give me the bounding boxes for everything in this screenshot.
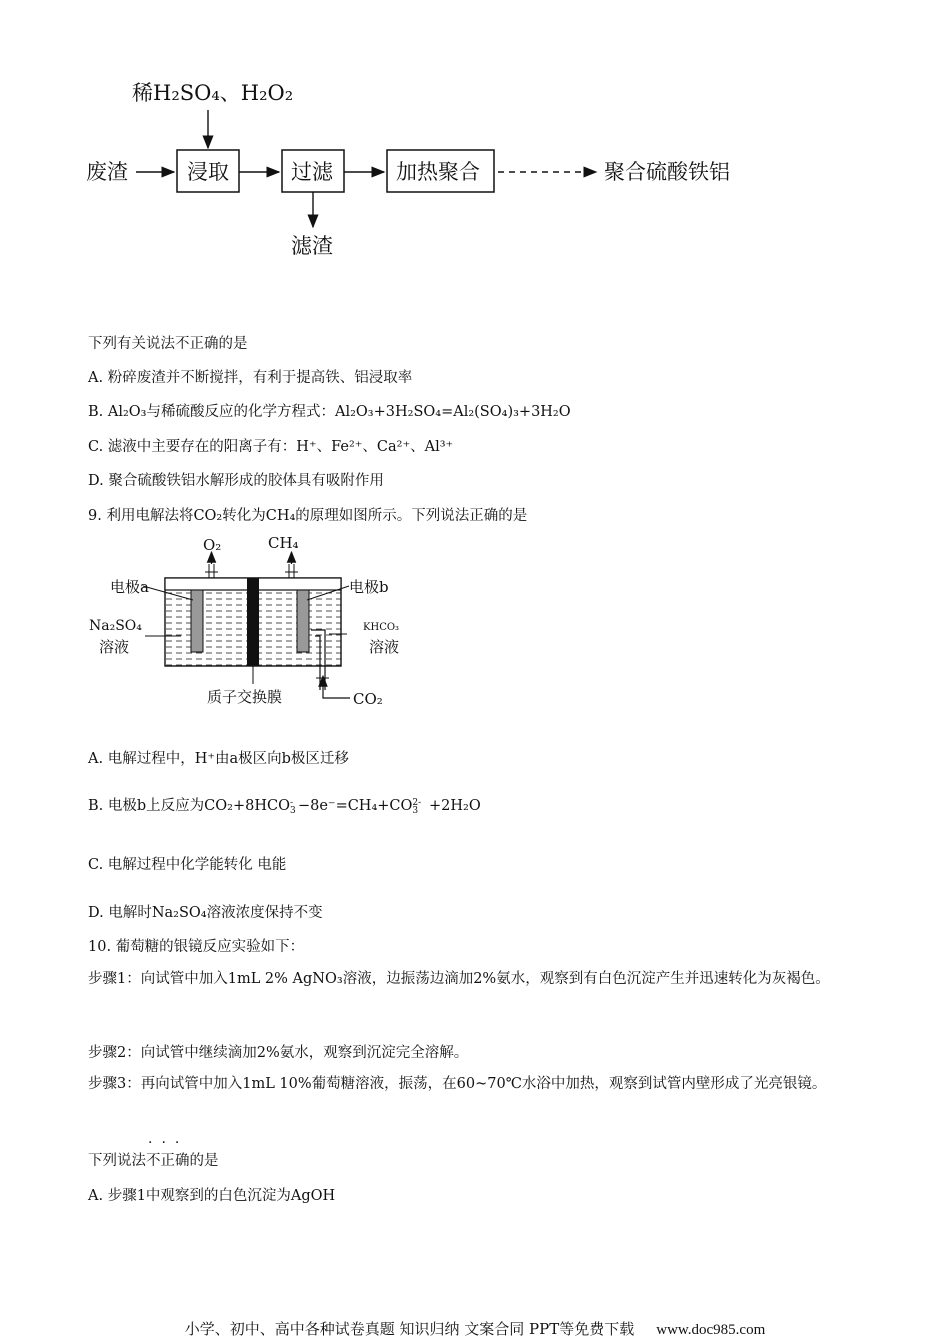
reagent-label: 稀H₂SO₄、H₂O₂: [132, 81, 294, 105]
footer-url[interactable]: www.doc985.com: [656, 1322, 766, 1338]
filter-label: 过滤: [291, 160, 333, 184]
q10-option-a: A. 步骤1中观察到的白色沉淀为AgOH: [88, 1188, 336, 1204]
q8-option-a: A. 粉碎废渣并不断搅拌，有利于提高铁、铝浸取率: [88, 370, 413, 386]
process-flowchart: [80, 70, 780, 270]
q8-option-b: B. Al₂O₃与稀硫酸反应的化学方程式：Al₂O₃+3H₂SO₄=Al₂(SO₄)₃+3H₂O: [88, 404, 571, 420]
q10-step1: 步骤1：向试管中加入1mL 2% AgNO₃溶液，边振荡边滴加2%氨水，观察到有白色沉淀产生并迅速转化为灰褐色。: [88, 971, 830, 987]
left-solution-label: 溶液: [99, 638, 130, 656]
q10-step3: 步骤3：再向试管中加入1mL 10%葡萄糖溶液，振荡，在60~70℃水浴中加热，观察到试管内壁形成了光亮银镜。: [88, 1076, 827, 1092]
product-label: 聚合硫酸铁铝: [604, 160, 730, 184]
q10-question: 下列说法 ··· 不正确的是: [88, 1135, 219, 1169]
q9-option-a: A. 电解过程中，H⁺由a极区向b极区迁移: [88, 751, 349, 767]
q9-option-b: B. 电极b上反应为CO₂+8HCO - 3 −8e⁻=CH₄+CO 2- 3 +2H₂O: [88, 798, 481, 816]
leach-label: 浸取: [187, 160, 229, 184]
electrolysis-diagram: [85, 530, 425, 715]
residue-label: 滤渣: [291, 234, 333, 258]
electrode-b-label: 电极b: [349, 578, 389, 596]
na2so4-label: Na₂SO₄: [89, 618, 142, 634]
co2-label: CO₂: [353, 690, 383, 708]
q9-stem: 9. 利用电解法将CO₂转化为CH₄的原理如图所示。下列说法正确的是: [88, 508, 528, 524]
q9-option-d: D. 电解时Na₂SO₄溶液浓度保持不变: [88, 905, 323, 921]
membrane-label: 质子交换膜: [207, 688, 283, 706]
right-solution-label: 溶液: [369, 638, 400, 656]
footer-text: 小学、初中、高中各种试卷真题 知识归纳 文案合同 PPT等免费下载: [184, 1320, 635, 1338]
q8-stem: 下列有关说法不正确的是: [88, 336, 248, 352]
o2-label: O₂: [203, 536, 222, 554]
q8-option-d: D. 聚合硫酸铁铝水解形成的胶体具有吸附作用: [88, 473, 384, 489]
polymerize-label: 加热聚合: [396, 160, 480, 184]
q10-stem: 10. 葡萄糖的银镜反应实验如下：: [88, 939, 305, 955]
electrode-a: [191, 590, 203, 652]
electrode-b: [297, 590, 309, 652]
q10-step2: 步骤2：向试管中继续滴加2%氨水，观察到沉淀完全溶解。: [88, 1045, 469, 1061]
electrode-a-label: 电极a: [110, 578, 149, 596]
q8-option-c: C. 滤液中主要存在的阳离子有：H⁺、Fe²⁺、Ca²⁺、Al³⁺: [88, 439, 454, 455]
page-footer: [0, 1318, 950, 1339]
input-label: 废渣: [86, 160, 128, 184]
q9-option-c: C. 电解过程中化学能转化 电能: [88, 857, 287, 873]
khco3-label: KHCO₃: [363, 622, 400, 633]
ch4-label: CH₄: [268, 534, 299, 552]
proton-membrane: [247, 578, 259, 666]
